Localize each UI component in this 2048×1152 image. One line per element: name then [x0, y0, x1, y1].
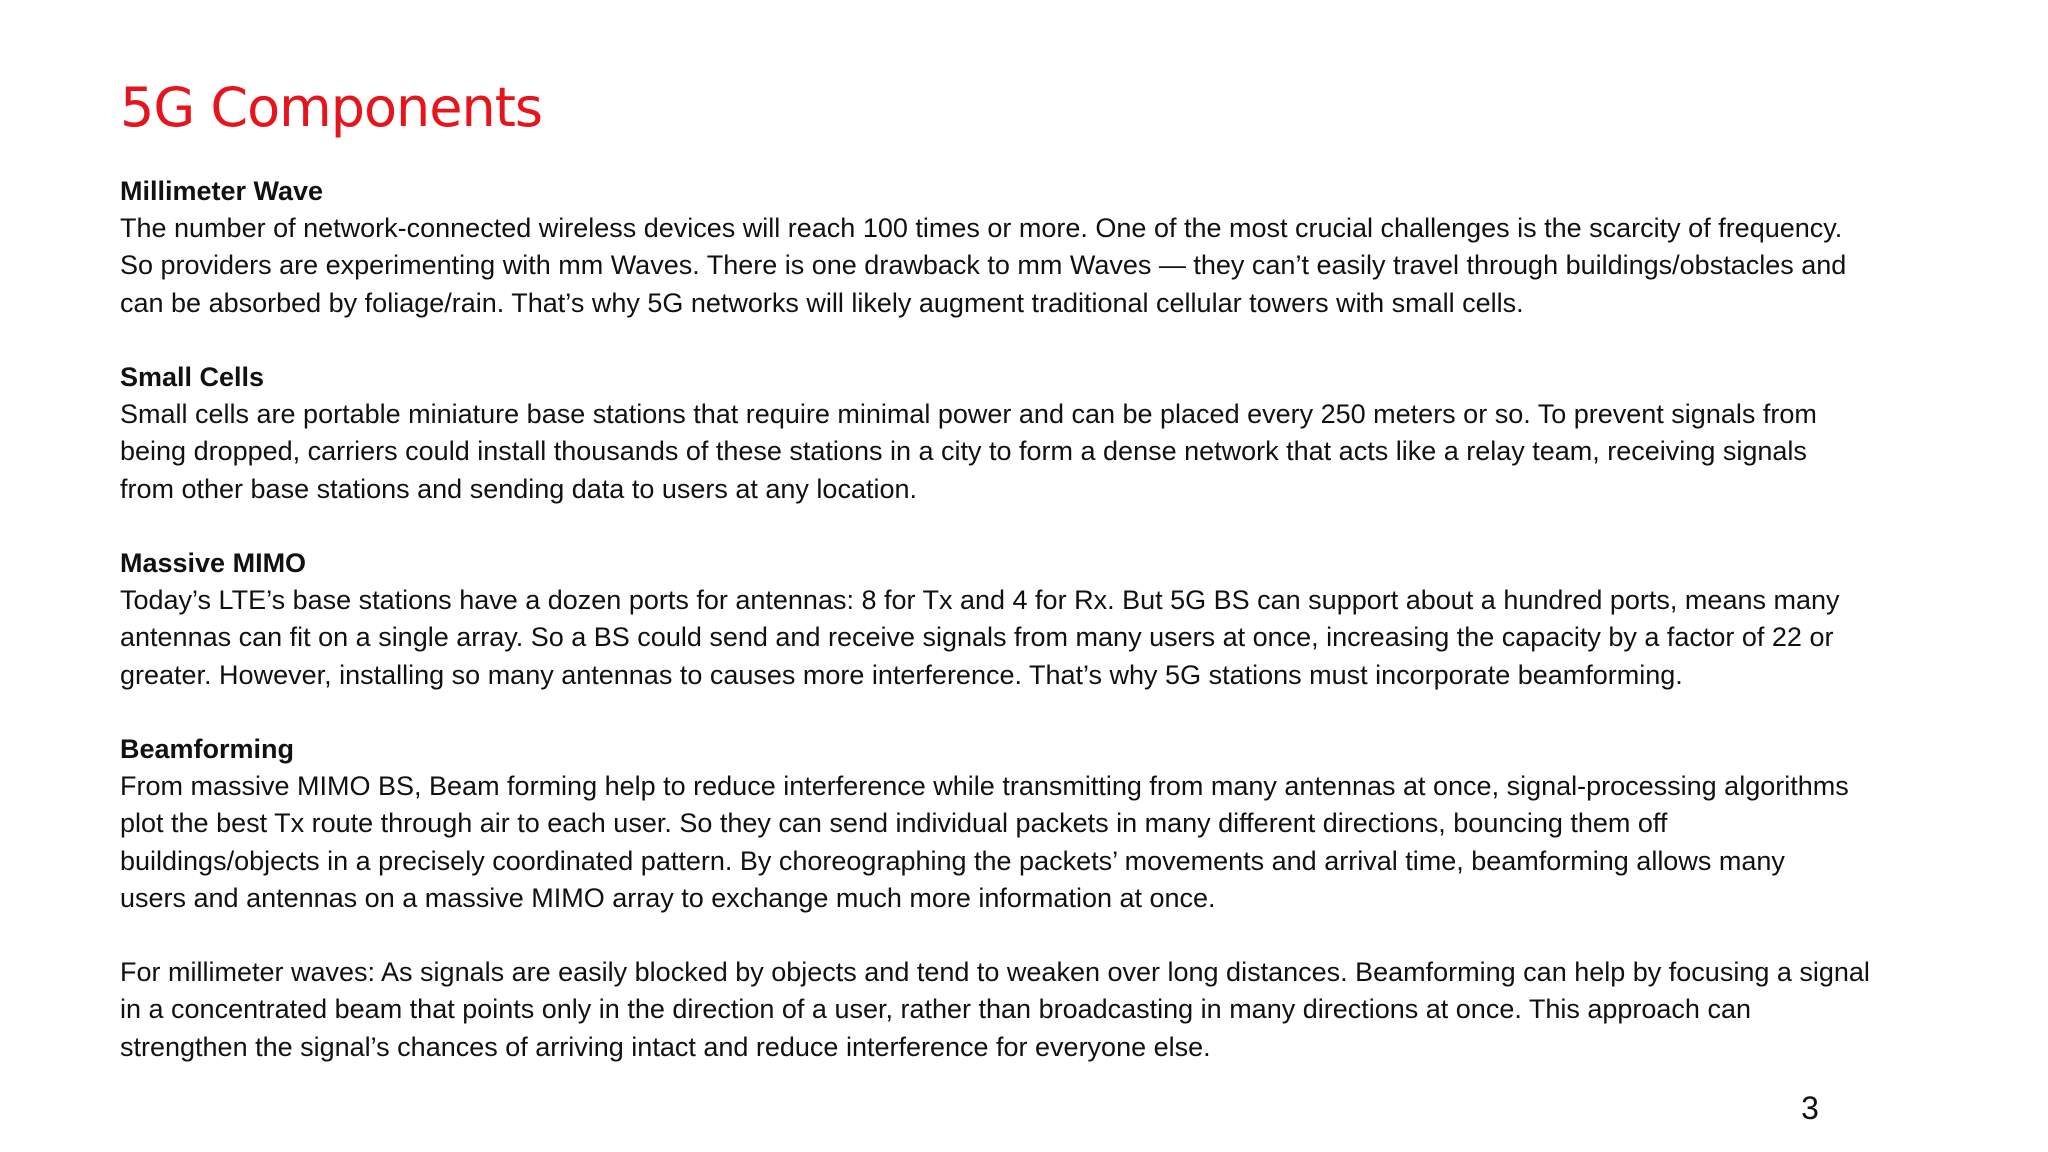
text-line: greater. However, installing so many antennas to causes more interference. That’s why 5G stations must incorporate beamforming. [120, 659, 1683, 690]
text-line: can be absorbed by foliage/rain. That’s why 5G networks will likely augment traditional cellular towers with small cells. [120, 287, 1524, 318]
text-line: in a concentrated beam that points only in the direction of a user, rather than broadcasting in many directions at once. This approach can [120, 994, 1751, 1025]
text-line: From massive MIMO BS, Beam forming help to reduce interference while transmitting from many antennas at once, signal-processing algorithms [120, 771, 1849, 802]
slide-title: 5G Components [120, 76, 543, 139]
section-small-cells [120, 359, 1960, 508]
section-body [120, 954, 1960, 1066]
text-line: users and antennas on a massive MIMO array to exchange much more information at once. [120, 882, 1216, 913]
text-line: buildings/objects in a precisely coordinated pattern. By choreographing the packets’ movements and arrival time, beamforming allows many [120, 845, 1785, 876]
section-beamforming [120, 731, 1960, 917]
text-line: strengthen the signal’s chances of arriving intact and reduce interference for everyone else. [120, 1031, 1211, 1062]
text-line: So providers are experimenting with mm Waves. There is one drawback to mm Waves — they can’t easily travel through buildings/obstacles and [120, 250, 1847, 281]
text-line: being dropped, carriers could install thousands of these stations in a city to form a dense network that acts like a relay team, receiving signals [120, 436, 1807, 467]
page-number: 3 [1801, 1090, 1819, 1126]
section-massive-mimo [120, 545, 1960, 694]
text-line: plot the best Tx route through air to each user. So they can send individual packets in many different directions, bouncing them off [120, 808, 1668, 839]
section-heading: Millimeter Wave [120, 176, 324, 206]
section-heading: Massive MIMO [120, 548, 307, 578]
text-line: Small cells are portable miniature base stations that require minimal power and can be placed every 250 meters or so. To prevent signals from [120, 399, 1817, 430]
text-line: from other base stations and sending data to users at any location. [120, 473, 917, 504]
text-line: antennas can fit on a single array. So a BS could send and receive signals from many users at once, increasing the capacity by a factor of 22 or [120, 622, 1834, 653]
section-body [120, 210, 1960, 322]
text-line: For millimeter waves: As signals are easily blocked by objects and tend to weaken over long distances. Beamforming can help by focusing a signal [120, 957, 1870, 988]
section-body [120, 582, 1960, 694]
section-body [120, 396, 1960, 508]
section-body [120, 768, 1960, 917]
section-heading: Beamforming [120, 734, 295, 764]
text-line: The number of network-connected wireless devices will reach 100 times or more. One of the most crucial challenges is the scarcity of frequency. [120, 213, 1843, 244]
slide-content [120, 173, 1960, 1066]
section-millimeter-wave [120, 173, 1960, 322]
text-line: Today’s LTE’s base stations have a dozen ports for antennas: 8 for Tx and 4 for Rx. But 5G BS can support about a hundred ports, means many [120, 585, 1840, 616]
section-heading: Small Cells [120, 362, 265, 392]
section-millimeter-beamforming [120, 954, 1960, 1066]
